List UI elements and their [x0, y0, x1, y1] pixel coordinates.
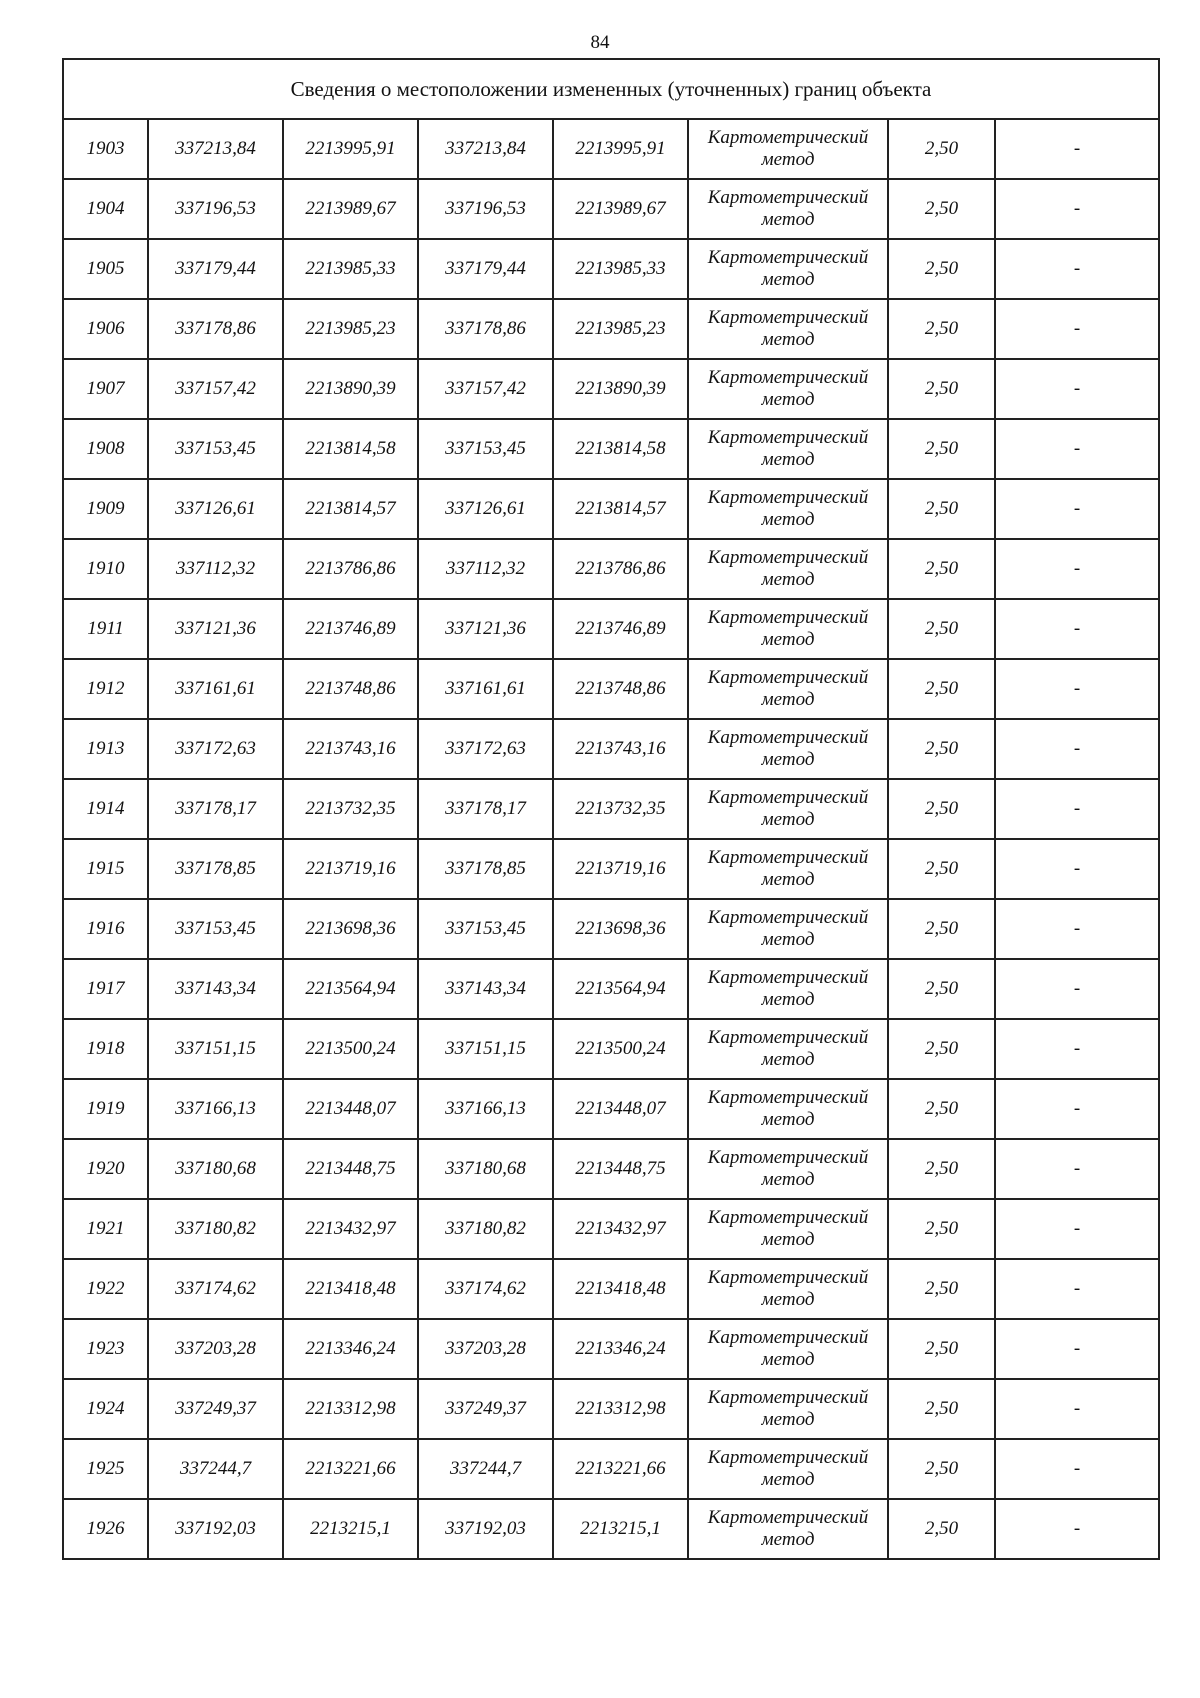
description-cell: -	[995, 1259, 1159, 1319]
method-line-1: Картометрический	[707, 247, 869, 268]
table-row	[63, 1439, 1159, 1499]
description-cell: -	[995, 359, 1159, 419]
method-line-1: Картометрический	[707, 1447, 869, 1468]
table-row	[63, 479, 1159, 539]
existing-y-cell: 2213564,94	[283, 959, 418, 1019]
existing-x-cell: 337121,36	[148, 599, 283, 659]
table-row	[63, 599, 1159, 659]
method-cell	[688, 179, 888, 239]
existing-y-cell: 2213814,57	[283, 479, 418, 539]
table-row	[63, 899, 1159, 959]
refined-y-cell: 2213698,36	[553, 899, 688, 959]
accuracy-cell: 2,50	[888, 1199, 995, 1259]
existing-x-cell: 337192,03	[148, 1499, 283, 1559]
method-line-1: Картометрический	[707, 907, 869, 928]
method-cell	[688, 299, 888, 359]
table-row	[63, 299, 1159, 359]
method-line-2: метод	[761, 1169, 815, 1190]
existing-y-cell: 2213743,16	[283, 719, 418, 779]
method-line-2: метод	[761, 449, 815, 470]
accuracy-cell: 2,50	[888, 899, 995, 959]
refined-x-cell: 337213,84	[418, 119, 553, 179]
accuracy-cell: 2,50	[888, 959, 995, 1019]
existing-y-cell: 2213746,89	[283, 599, 418, 659]
existing-x-cell: 337166,13	[148, 1079, 283, 1139]
point-number-cell: 1907	[63, 359, 148, 419]
existing-x-cell: 337244,7	[148, 1439, 283, 1499]
existing-y-cell: 2213719,16	[283, 839, 418, 899]
accuracy-cell: 2,50	[888, 119, 995, 179]
refined-y-cell: 2213221,66	[553, 1439, 688, 1499]
table-row	[63, 1139, 1159, 1199]
table-row	[63, 119, 1159, 179]
method-line-2: метод	[761, 629, 815, 650]
method-line-1: Картометрический	[707, 367, 869, 388]
refined-y-cell: 2213814,58	[553, 419, 688, 479]
method-cell	[688, 1019, 888, 1079]
description-cell: -	[995, 539, 1159, 599]
refined-x-cell: 337180,68	[418, 1139, 553, 1199]
refined-x-cell: 337196,53	[418, 179, 553, 239]
point-number-cell: 1910	[63, 539, 148, 599]
method-line-1: Картометрический	[707, 1267, 869, 1288]
existing-x-cell: 337180,68	[148, 1139, 283, 1199]
refined-y-cell: 2213814,57	[553, 479, 688, 539]
table-row	[63, 419, 1159, 479]
point-number-cell: 1917	[63, 959, 148, 1019]
refined-y-cell: 2213985,23	[553, 299, 688, 359]
existing-y-cell: 2213995,91	[283, 119, 418, 179]
existing-x-cell: 337151,15	[148, 1019, 283, 1079]
point-number-cell: 1926	[63, 1499, 148, 1559]
description-cell: -	[995, 179, 1159, 239]
description-cell: -	[995, 1019, 1159, 1079]
existing-y-cell: 2213312,98	[283, 1379, 418, 1439]
method-line-2: метод	[761, 569, 815, 590]
method-cell	[688, 1259, 888, 1319]
method-line-2: метод	[761, 1229, 815, 1250]
method-line-1: Картометрический	[707, 127, 869, 148]
refined-x-cell: 337178,86	[418, 299, 553, 359]
refined-y-cell: 2213500,24	[553, 1019, 688, 1079]
table-row	[63, 779, 1159, 839]
method-cell	[688, 479, 888, 539]
existing-y-cell: 2213432,97	[283, 1199, 418, 1259]
existing-x-cell: 337178,17	[148, 779, 283, 839]
description-cell: -	[995, 1079, 1159, 1139]
refined-x-cell: 337161,61	[418, 659, 553, 719]
method-line-1: Картометрический	[707, 427, 869, 448]
refined-y-cell: 2213346,24	[553, 1319, 688, 1379]
method-line-2: метод	[761, 1469, 815, 1490]
table-row	[63, 1079, 1159, 1139]
accuracy-cell: 2,50	[888, 299, 995, 359]
existing-y-cell: 2213448,07	[283, 1079, 418, 1139]
existing-y-cell: 2213418,48	[283, 1259, 418, 1319]
existing-y-cell: 2213346,24	[283, 1319, 418, 1379]
method-line-1: Картометрический	[707, 307, 869, 328]
method-line-2: метод	[761, 1109, 815, 1130]
point-number-cell: 1923	[63, 1319, 148, 1379]
refined-y-cell: 2213418,48	[553, 1259, 688, 1319]
refined-y-cell: 2213743,16	[553, 719, 688, 779]
table-row	[63, 359, 1159, 419]
method-line-1: Картометрический	[707, 547, 869, 568]
existing-x-cell: 337178,86	[148, 299, 283, 359]
accuracy-cell: 2,50	[888, 599, 995, 659]
point-number-cell: 1925	[63, 1439, 148, 1499]
method-cell	[688, 1439, 888, 1499]
accuracy-cell: 2,50	[888, 359, 995, 419]
accuracy-cell: 2,50	[888, 419, 995, 479]
method-cell	[688, 1319, 888, 1379]
accuracy-cell: 2,50	[888, 479, 995, 539]
accuracy-cell: 2,50	[888, 239, 995, 299]
existing-x-cell: 337157,42	[148, 359, 283, 419]
accuracy-cell: 2,50	[888, 1019, 995, 1079]
method-line-1: Картометрический	[707, 1507, 869, 1528]
method-line-2: метод	[761, 929, 815, 950]
table-row	[63, 839, 1159, 899]
existing-x-cell: 337126,61	[148, 479, 283, 539]
existing-y-cell: 2213221,66	[283, 1439, 418, 1499]
table-row	[63, 1319, 1159, 1379]
point-number-cell: 1919	[63, 1079, 148, 1139]
method-cell	[688, 959, 888, 1019]
accuracy-cell: 2,50	[888, 719, 995, 779]
method-line-2: метод	[761, 809, 815, 830]
method-line-2: метод	[761, 1409, 815, 1430]
refined-y-cell: 2213312,98	[553, 1379, 688, 1439]
refined-y-cell: 2213995,91	[553, 119, 688, 179]
refined-x-cell: 337121,36	[418, 599, 553, 659]
existing-y-cell: 2213732,35	[283, 779, 418, 839]
method-cell	[688, 719, 888, 779]
method-line-1: Картометрический	[707, 1027, 869, 1048]
method-line-1: Картометрический	[707, 607, 869, 628]
refined-x-cell: 337178,17	[418, 779, 553, 839]
point-number-cell: 1903	[63, 119, 148, 179]
method-cell	[688, 1199, 888, 1259]
refined-y-cell: 2213564,94	[553, 959, 688, 1019]
existing-x-cell: 337249,37	[148, 1379, 283, 1439]
refined-x-cell: 337179,44	[418, 239, 553, 299]
method-line-1: Картометрический	[707, 727, 869, 748]
method-line-2: метод	[761, 989, 815, 1010]
description-cell: -	[995, 659, 1159, 719]
existing-y-cell: 2213786,86	[283, 539, 418, 599]
method-line-2: метод	[761, 209, 815, 230]
table-row	[63, 239, 1159, 299]
accuracy-cell: 2,50	[888, 779, 995, 839]
point-number-cell: 1924	[63, 1379, 148, 1439]
existing-y-cell: 2213448,75	[283, 1139, 418, 1199]
existing-x-cell: 337153,45	[148, 419, 283, 479]
existing-x-cell: 337172,63	[148, 719, 283, 779]
refined-y-cell: 2213432,97	[553, 1199, 688, 1259]
point-number-cell: 1922	[63, 1259, 148, 1319]
existing-y-cell: 2213698,36	[283, 899, 418, 959]
existing-x-cell: 337203,28	[148, 1319, 283, 1379]
description-cell: -	[995, 1199, 1159, 1259]
method-line-1: Картометрический	[707, 1327, 869, 1348]
point-number-cell: 1920	[63, 1139, 148, 1199]
refined-x-cell: 337126,61	[418, 479, 553, 539]
method-line-1: Картометрический	[707, 1147, 869, 1168]
point-number-cell: 1914	[63, 779, 148, 839]
method-line-1: Картометрический	[707, 667, 869, 688]
method-line-1: Картометрический	[707, 787, 869, 808]
point-number-cell: 1906	[63, 299, 148, 359]
method-line-1: Картометрический	[707, 487, 869, 508]
refined-x-cell: 337157,42	[418, 359, 553, 419]
description-cell: -	[995, 959, 1159, 1019]
method-line-1: Картометрический	[707, 187, 869, 208]
method-line-2: метод	[761, 149, 815, 170]
page-number: 84	[590, 32, 610, 53]
refined-y-cell: 2213215,1	[553, 1499, 688, 1559]
existing-y-cell: 2213814,58	[283, 419, 418, 479]
refined-x-cell: 337178,85	[418, 839, 553, 899]
refined-x-cell: 337166,13	[418, 1079, 553, 1139]
accuracy-cell: 2,50	[888, 659, 995, 719]
existing-x-cell: 337161,61	[148, 659, 283, 719]
method-cell	[688, 119, 888, 179]
point-number-cell: 1915	[63, 839, 148, 899]
method-line-1: Картометрический	[707, 1087, 869, 1108]
method-line-2: метод	[761, 389, 815, 410]
existing-y-cell: 2213748,86	[283, 659, 418, 719]
existing-y-cell: 2213989,67	[283, 179, 418, 239]
refined-y-cell: 2213890,39	[553, 359, 688, 419]
existing-x-cell: 337174,62	[148, 1259, 283, 1319]
method-cell	[688, 359, 888, 419]
method-line-1: Картометрический	[707, 967, 869, 988]
existing-y-cell: 2213215,1	[283, 1499, 418, 1559]
point-number-cell: 1904	[63, 179, 148, 239]
existing-y-cell: 2213985,33	[283, 239, 418, 299]
refined-y-cell: 2213732,35	[553, 779, 688, 839]
method-cell	[688, 599, 888, 659]
refined-x-cell: 337153,45	[418, 419, 553, 479]
method-line-2: метод	[761, 1049, 815, 1070]
existing-y-cell: 2213985,23	[283, 299, 418, 359]
accuracy-cell: 2,50	[888, 839, 995, 899]
existing-x-cell: 337179,44	[148, 239, 283, 299]
table-row	[63, 1019, 1159, 1079]
description-cell: -	[995, 419, 1159, 479]
refined-y-cell: 2213448,75	[553, 1139, 688, 1199]
table-row	[63, 539, 1159, 599]
existing-y-cell: 2213500,24	[283, 1019, 418, 1079]
refined-x-cell: 337192,03	[418, 1499, 553, 1559]
refined-x-cell: 337203,28	[418, 1319, 553, 1379]
refined-y-cell: 2213985,33	[553, 239, 688, 299]
refined-x-cell: 337174,62	[418, 1259, 553, 1319]
accuracy-cell: 2,50	[888, 1439, 995, 1499]
accuracy-cell: 2,50	[888, 1139, 995, 1199]
refined-x-cell: 337172,63	[418, 719, 553, 779]
refined-y-cell: 2213448,07	[553, 1079, 688, 1139]
description-cell: -	[995, 839, 1159, 899]
method-line-2: метод	[761, 1529, 815, 1550]
description-cell: -	[995, 779, 1159, 839]
table-row	[63, 1199, 1159, 1259]
description-cell: -	[995, 1379, 1159, 1439]
description-cell: -	[995, 719, 1159, 779]
method-line-1: Картометрический	[707, 1387, 869, 1408]
accuracy-cell: 2,50	[888, 1499, 995, 1559]
method-cell	[688, 899, 888, 959]
table-title-row	[63, 59, 1159, 119]
existing-x-cell: 337143,34	[148, 959, 283, 1019]
accuracy-cell: 2,50	[888, 1259, 995, 1319]
description-cell: -	[995, 899, 1159, 959]
method-cell	[688, 239, 888, 299]
existing-x-cell: 337178,85	[148, 839, 283, 899]
description-cell: -	[995, 1499, 1159, 1559]
method-cell	[688, 1079, 888, 1139]
accuracy-cell: 2,50	[888, 1079, 995, 1139]
method-line-1: Картометрический	[707, 847, 869, 868]
refined-x-cell: 337249,37	[418, 1379, 553, 1439]
method-line-2: метод	[761, 269, 815, 290]
refined-x-cell: 337143,34	[418, 959, 553, 1019]
table-row	[63, 179, 1159, 239]
existing-x-cell: 337196,53	[148, 179, 283, 239]
method-line-2: метод	[761, 869, 815, 890]
description-cell: -	[995, 1439, 1159, 1499]
description-cell: -	[995, 1319, 1159, 1379]
refined-x-cell: 337180,82	[418, 1199, 553, 1259]
existing-y-cell: 2213890,39	[283, 359, 418, 419]
description-cell: -	[995, 599, 1159, 659]
boundary-coordinates-table	[62, 58, 1160, 1560]
point-number-cell: 1921	[63, 1199, 148, 1259]
description-cell: -	[995, 1139, 1159, 1199]
table-row	[63, 1499, 1159, 1559]
point-number-cell: 1918	[63, 1019, 148, 1079]
existing-x-cell: 337180,82	[148, 1199, 283, 1259]
method-line-2: метод	[761, 329, 815, 350]
method-cell	[688, 659, 888, 719]
point-number-cell: 1912	[63, 659, 148, 719]
method-line-2: метод	[761, 1349, 815, 1370]
refined-y-cell: 2213719,16	[553, 839, 688, 899]
table-row	[63, 959, 1159, 1019]
method-cell	[688, 779, 888, 839]
method-line-2: метод	[761, 749, 815, 770]
table-body	[63, 59, 1159, 1559]
description-cell: -	[995, 299, 1159, 359]
table-row	[63, 719, 1159, 779]
point-number-cell: 1908	[63, 419, 148, 479]
existing-x-cell: 337153,45	[148, 899, 283, 959]
method-line-1: Картометрический	[707, 1207, 869, 1228]
table-row	[63, 1259, 1159, 1319]
table-title: Сведения о местоположении измененных (уточненных) границ объекта	[63, 59, 1159, 119]
refined-x-cell: 337151,15	[418, 1019, 553, 1079]
accuracy-cell: 2,50	[888, 179, 995, 239]
accuracy-cell: 2,50	[888, 1379, 995, 1439]
description-cell: -	[995, 479, 1159, 539]
refined-y-cell: 2213786,86	[553, 539, 688, 599]
description-cell: -	[995, 119, 1159, 179]
accuracy-cell: 2,50	[888, 539, 995, 599]
point-number-cell: 1913	[63, 719, 148, 779]
accuracy-cell: 2,50	[888, 1319, 995, 1379]
refined-x-cell: 337112,32	[418, 539, 553, 599]
table-row	[63, 1379, 1159, 1439]
refined-x-cell: 337153,45	[418, 899, 553, 959]
refined-x-cell: 337244,7	[418, 1439, 553, 1499]
refined-y-cell: 2213989,67	[553, 179, 688, 239]
existing-x-cell: 337213,84	[148, 119, 283, 179]
table-row	[63, 659, 1159, 719]
method-cell	[688, 419, 888, 479]
point-number-cell: 1916	[63, 899, 148, 959]
refined-y-cell: 2213746,89	[553, 599, 688, 659]
refined-y-cell: 2213748,86	[553, 659, 688, 719]
method-line-2: метод	[761, 1289, 815, 1310]
existing-x-cell: 337112,32	[148, 539, 283, 599]
method-cell	[688, 839, 888, 899]
method-cell	[688, 1379, 888, 1439]
point-number-cell: 1905	[63, 239, 148, 299]
point-number-cell: 1909	[63, 479, 148, 539]
method-cell	[688, 539, 888, 599]
method-cell	[688, 1499, 888, 1559]
point-number-cell: 1911	[63, 599, 148, 659]
method-line-2: метод	[761, 509, 815, 530]
description-cell: -	[995, 239, 1159, 299]
method-cell	[688, 1139, 888, 1199]
method-line-2: метод	[761, 689, 815, 710]
